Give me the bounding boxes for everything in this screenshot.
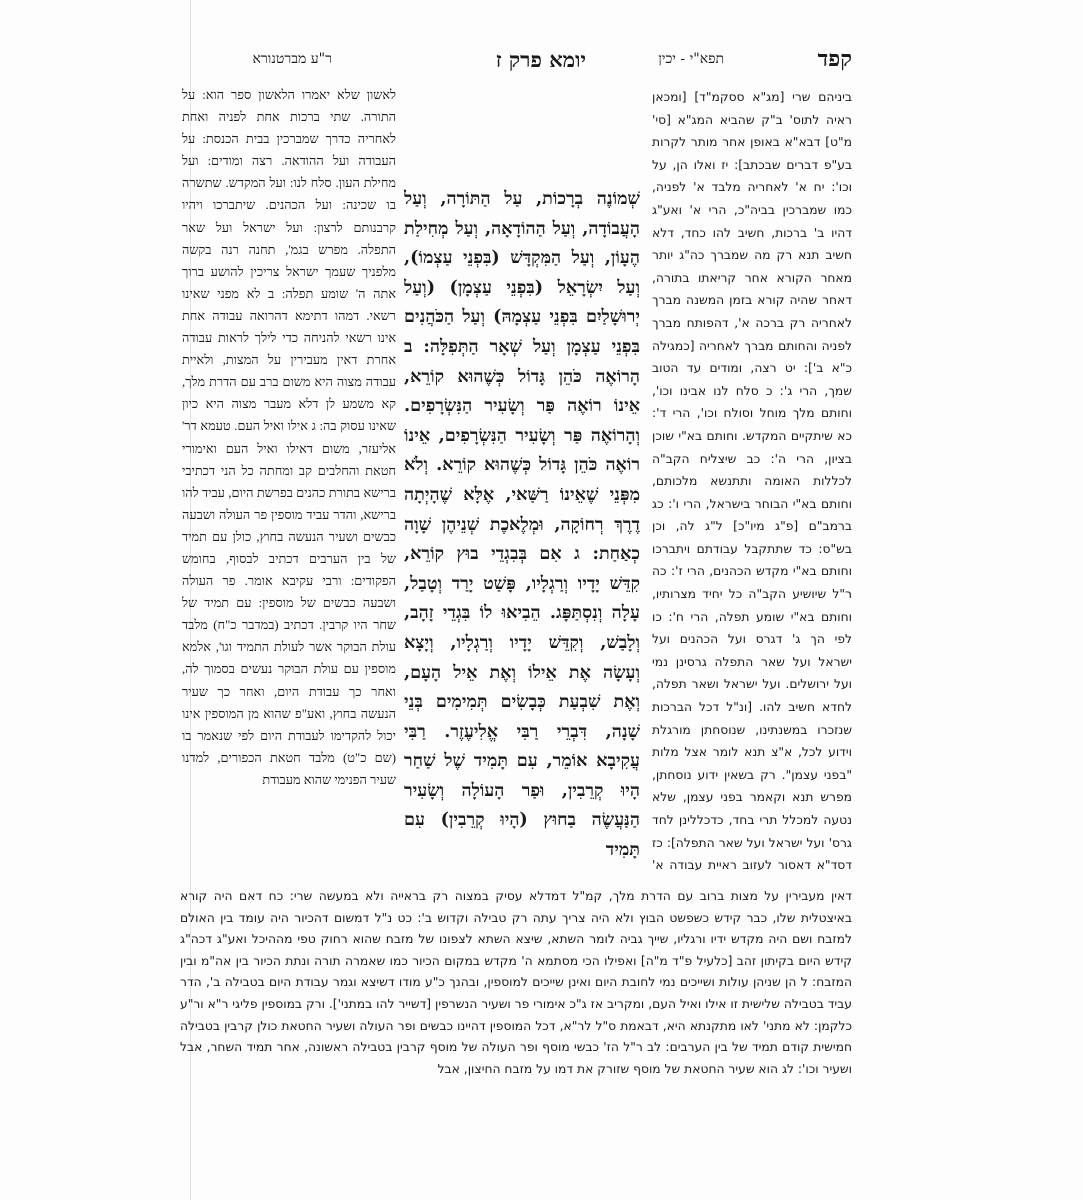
yachin-commentary-text: ביניהם שרי [מג"א ססקמ"ד] [ומכאן ראיה לתוס' ב"ק שהביא המג"א [סי' מ"ט] דבא"א באופן אחר מותר לקרות בע"פ דברים שבכתב]: יז ואלו הן, על וכו': יח א' לאחריה מלבד א' לפניה, כמו שמברכין בביה"כ, הרי א' ואע"ג דהיו ב' ברכות, חשיב להו כחד, דלא חשיב תנא רק מה שמברך כה"ג יותר מאחר הקורא אחר קריאתו בתורה, דאחר שהיה קורא בזמן המשנה מברך לאחריה רק ברכה א', דהפותח מברך לפניה והחותם מברך לאחריה [כמגילה כ"א ב']: יט רצה, ומודים עד הטוב שמך, הרי ג': כ סלח לנו אבינו וכו', וחותם מלך מוחל וסולח וכו', הרי ד': כא שיתקיים המקדש. וחותם בא"י שוכן בציון, הרי ה': כב שיצליח הקב"ה לכללות האומה ותתנשא מלכותם, וחותם בא"י הבוחר בישראל, הרי ו': כג ברמב"ם [פ"ג מיו"כ] ל"ג לה, וכן בש"ס: כד שתתקבל עבודתם ויתברכו וחותם בא"י מקדש הכהנים, הרי ז': כה ר"ל שיושיע הקב"ה כל יחיד מצרותיו, וחותם בא"י שומע תפלה, הרי ח': כו לפי הך ג' דגרס ועל הכהנים ועל ישראל ועל שאר התפלה גרסינן נמי ועל ירושלים. ועל ישראל ושאר תפלה, לחדא חשיב להו. [ונ"ל דכל הברכות שנזכרו במשנתינו, שנוסחתן מורגלת וידוע לכל, א"צ תנא לומר אצל מלות "בפני עצמן". רק בשאין ידוע נוסחתן, מפרש תנא וקאמר בפני עצמן, שלא נטעה למכלל תרי בחד, כדכללינן לחד גרס' ועל ישראל ועל שאר התפלה]: כז דסד"א דאסור לעזוב ראיית עבודה א'	[652, 90, 852, 873]
bartenura-commentary-column	[182, 84, 396, 888]
mishnah-column	[404, 184, 640, 884]
commentary-head: ר"ע מברטנורא	[252, 51, 332, 67]
mishnah-text: שְׁמוֹנֶה בְרָכוֹת, עַל הַתּוֹרָה, וְעַל הָעֲבוֹדָה, וְעַל הַהוֹדָאָה, וְעַל מְחִילַת הֶעָוֹן, וְעַל הַמִּקְדָּשׁ (בִּפְנֵי עַצְמוֹ), וְעַל יִשְׂרָאֵל (בִּפְנֵי עַצְמָן) (וְעַל יְרוּשָׁלַיִם בִּפְנֵי עַצְמָהּ) וְעַל הַכֹּהֲנִים בִּפְנֵי עַצְמָן וְעַל שְׁאָר הַתְּפִלָּה: ב הָרוֹאֶה כֹּהֵן גָּדוֹל כְּשֶׁהוּא קוֹרֵא, אֵינוֹ רוֹאֶה פַּר וְשָׂעִיר הַנִּשְׂרָפִים. וְהָרוֹאֶה פַּר וְשָׂעִיר הַנִּשְׂרָפִים, אֵינוֹ רוֹאֶה כֹּהֵן גָּדוֹל כְּשֶׁהוּא קוֹרֵא. וְלֹא מִפְּנֵי שֶׁאֵינוֹ רַשַּׁאי, אֶלָּא שֶׁהָיְתָה דֶרֶךְ רְחוֹקָה, וּמְלֶאכֶת שְׁנֵיהֶן שָׁוָה כְאַחַת: ג אִם בְּבִגְדֵי בוּץ קוֹרֵא, קִדֵּשׁ יָדָיו וְרַגְלָיו, פָּשַׁט יָרַד וְטָבַל, עָלָה וְנִסְתַּפָּג. הֵבִיאוּ לוֹ בִּגְדֵי זָהָב, וְלָבַשׁ, וְקִדֵּשׁ יָדָיו וְרַגְלָיו, וְיָצָא וְעָשָׂה אֶת אֵילוֹ וְאֶת אֵיל הָעָם, וְאֶת שִׁבְעַת כְּבָשִׂים תְּמִימִים בְּנֵי שָׁנָה, דִּבְרֵי רַבִּי אֱלִיעֶזֶר. רַבִּי עֲקִיבָא אוֹמֵר, עִם תָּמִיד שֶׁל שַׁחַר הָיוּ קְרֵבִין, וּפַר הָעוֹלָה וְשָׂעִיר הַנַּעֲשֶׂה בַחוּץ (הָיוּ קְרֵבִין) עִם תָּמִיד	[404, 188, 640, 861]
bartenura-commentary-text: לאשון שלא יאמרו הלאשון ספר הוא: על התורה. שתי ברכות אחת לפניה ואחת לאחריה כדרך שמברכין בבית הכנסת: על העבודה ועל ההודאה. רצה ומודים: ועל מחילת העון. סלח לנו: ועל המקדש. שתשרה בו שכינה: ועל הכהנים. שיתברכו ויהיו קרבנותם לרצון: ועל ישראל ועל שאר התפלה. מפרש בגמ', תחנה רנה בקשה מלפניך שעמך ישראל צריכין להושע ברוך אתה ה' שומע תפלה: ב לא מפני שאינו רשאי. דמהו דתימא דהרואה עבודה אחת אינו רשאי להניחה כדי לילך לראות עבודה אחרת דאין מעבירין על המצות, ולאיית עבודה מצוה היא משום ברב עם הדרת מלך, קא משמע לן דלא מעבר מצוה היא כיון שאינו עסוק בה: ג אילו ואיל העם. טעמא דר' אליעזר, משום דאילו ואיל העם ואימורי חטאת והחלבים קב ומחתה כל הני דכתיבי ברישא בתורת כהנים בפרשת היום, עביד להו ברישא, והדר עביד מוספין פר העולה ושבעה כבשים ושעיר הנעשה בחוץ, כולן עם תמיד של בין הערבים דכתיב לבסוף, בחומש הפקודים: ורבי עקיבא אומר. פר העולה ושבעה כבשים של מוספין: עם תמיד של שחר היו קרבין. דכתיב (במדבר כ"ח) מלבד עולת הבוקר אשר לעולת התמיד וגו', אלמא מוספין עם עולת הבוקר נעשים בסמוך לה, ואחר כך עבודת היום, ואחר כך שעיר הנעשה בחוץ, ואע"פ שהוא מן המוספין אינו יכול להקדימו לעבודת היום לפי שנאמר בו (שם כ"ט) מלבד חטאת הכפורים, למדנו שעיר הפנימי שהוא מעבודת	[182, 88, 396, 787]
yachin-continuation-block	[180, 886, 852, 1126]
page-number: קפד	[817, 46, 852, 72]
yachin-commentary-column	[652, 86, 852, 882]
yachin-continuation-text: דאין מעבירין על מצות ברוב עם הדרת מלך, קמ"ל דמדלא עסיק במצוה רק בראייה ולא במעשה שרי: כח דאם היה קורא באיצטלית שלו, כבר קידש כשפשט הבוץ ולא היה צריך עתה רק טבילה וקדוש ב': כט נ"ל דמשום דהכיור היה עומד בין האולם למזבח ושם היה מקדש ידיו ורגליו, שייך גביה לומר השתא, שיצא השתא לצפונו של מזבח שהוא רחוק טפי מההיכל ואע"ג דכה"ג קידש היום בקיתון זהב [כלעיל פ"ד מ"ה] ואפילו הכי מסתמא ה' מקדש במקום הכיור כמו שאמרה תורה ונתת הכיור בין אה"מ ובין המזבח: ל הן שניהן עולות ושייכים נמי לחובת היום ואינן שייכים למוספין, ובהנך כ"ע מודו דשיצא וגמר עבודת היום בטבילה ב', הדר עביד בטבילה שלישית זו אילו ואיל העם, ומקריב אז ג"כ אימורי פר ושעיר הנשרפין [דשייר להו במתני']. ורק במוספין פליגי ר"א ור"ע כלקמן: לא מתני' לאו מתקנתא היא, דבאמת ס"ל לר"א, דכל המוספין דהיינו כבשים ופר העולה ושעיר החטאת כולן קרבין בטבילה חמישית קודם תמיד של בין הערבים: לב ר"ל הז' כבשי מוסף ופר העולה של מוסף קרבין בטבילה ראשונה, אחר תמיד השחר, אבל ושעיר וכו': לג הוא שעיר החטאת של מוסף שזורק את דמו על מזבח החיצון, אבל	[180, 889, 852, 1076]
tractate-chapter-title: יומא פרק ז	[495, 47, 586, 72]
running-head: תפא"י - יכין	[658, 51, 724, 67]
page-header	[180, 44, 852, 74]
